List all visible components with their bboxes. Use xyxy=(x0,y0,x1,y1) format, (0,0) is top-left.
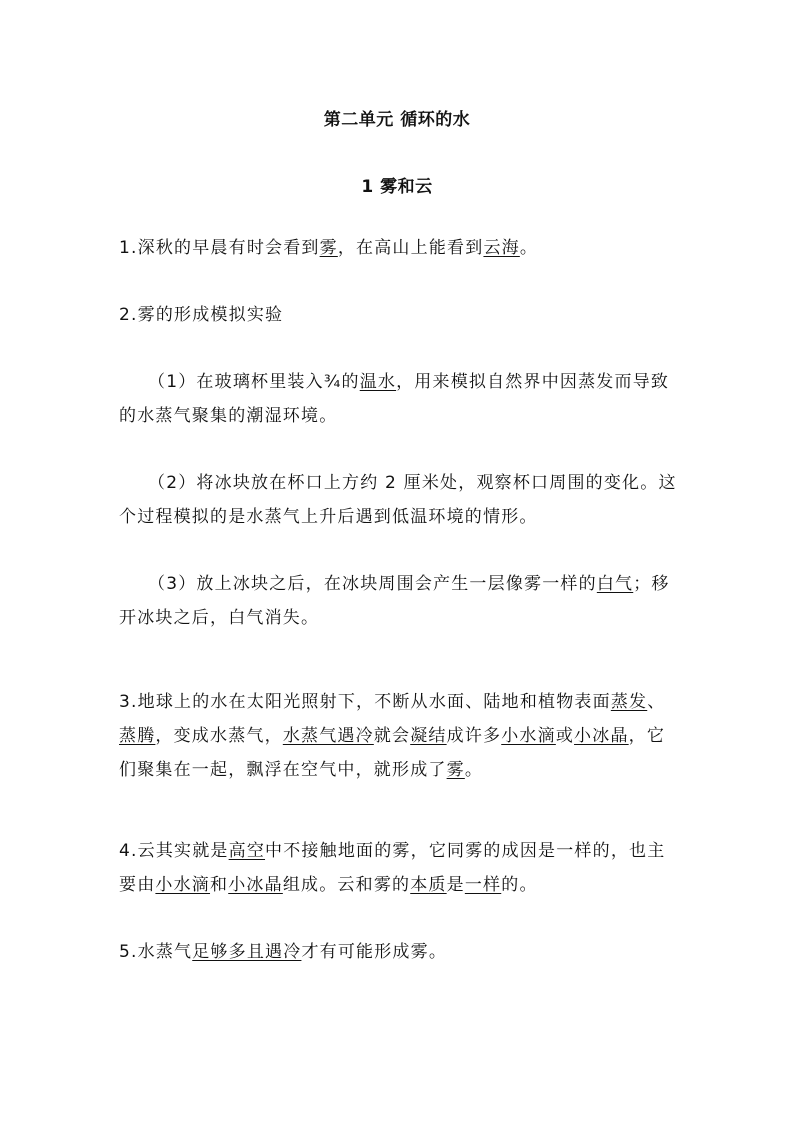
paragraph-3 xyxy=(119,685,679,787)
text-run: ；移开冰块之后，白气消失。 xyxy=(119,574,670,628)
key-term: 小冰晶 xyxy=(574,726,629,746)
paragraph-experiment-step-2 xyxy=(119,466,679,534)
text-run: 。 xyxy=(519,238,539,258)
key-term: 一样 xyxy=(464,875,502,895)
text-run: （3）放上冰块之后，在冰块周围会产生一层像雾一样的 xyxy=(148,574,597,594)
paragraph-experiment-step-1 xyxy=(119,365,679,433)
paragraph-1 xyxy=(119,231,679,265)
text-run: 和 xyxy=(210,875,229,895)
key-term: 足够多且遇冷 xyxy=(192,942,302,962)
text-run: 、 xyxy=(647,692,666,712)
paragraph-experiment-step-3 xyxy=(119,567,679,635)
text-run: ，它们聚集在一起，飘浮在空气中，就形成了 xyxy=(119,726,666,780)
text-run: 就会 xyxy=(373,726,411,746)
text-run: 1.深秋的早晨有时会看到 xyxy=(119,238,320,258)
key-term: 蒸腾 xyxy=(119,726,156,746)
text-run: 5.水蒸气 xyxy=(119,942,193,962)
text-run: 3.地球上的水在太阳光照射下，不断从水面、陆地和植物表面 xyxy=(119,692,611,712)
key-term: 白气 xyxy=(596,574,634,594)
key-term: 高空 xyxy=(228,841,266,861)
text-run: 。 xyxy=(464,760,484,780)
key-term: 本质 xyxy=(410,875,447,895)
key-term: 小水滴 xyxy=(501,726,556,746)
key-term: 雾 xyxy=(319,238,338,258)
key-term: 云海 xyxy=(483,238,520,258)
paragraph-2 xyxy=(119,298,679,332)
text-run: 组成。云和雾的 xyxy=(282,875,411,895)
text-run: 成许多 xyxy=(446,726,502,746)
text-run: 才有可能形成雾。 xyxy=(301,942,448,962)
key-term: 小水滴 xyxy=(155,875,211,895)
unit-title: 第二单元 循环的水 xyxy=(323,110,471,130)
text-run: （1）在玻璃杯里装入¾的 xyxy=(148,372,360,392)
paragraph-5 xyxy=(119,935,679,969)
text-run: ，在高山上能看到 xyxy=(337,238,484,258)
text-run: （2）将冰块放在杯口上方约 2 厘米处，观察杯口周围的变化。这个过程模拟的是水蒸气上升后遇到低温环境的情形。 xyxy=(119,473,677,527)
text-run: ，变成水蒸气， xyxy=(155,726,283,746)
key-term: 凝结 xyxy=(410,726,447,746)
key-term: 温水 xyxy=(359,372,397,392)
text-run: 2.雾的形成模拟实验 xyxy=(119,305,284,325)
text-run: 是 xyxy=(446,875,465,895)
key-term: 雾 xyxy=(446,760,465,780)
lesson-title: 1 雾和云 xyxy=(361,177,433,197)
key-term: 水蒸气遇冷 xyxy=(282,726,374,746)
key-term: 小冰晶 xyxy=(228,875,283,895)
key-term: 蒸发 xyxy=(610,692,648,712)
text-run: 或 xyxy=(555,726,575,746)
text-run: 的。 xyxy=(501,875,538,895)
paragraph-4 xyxy=(119,834,679,902)
text-run: 中不接触地面的雾，它同雾的成因是一样的，也主要由 xyxy=(119,841,666,895)
text-run: ，用来模拟自然界中因蒸发而导致的水蒸气聚集的潮湿环境。 xyxy=(119,372,670,426)
text-run: 4.云其实就是 xyxy=(119,841,229,861)
